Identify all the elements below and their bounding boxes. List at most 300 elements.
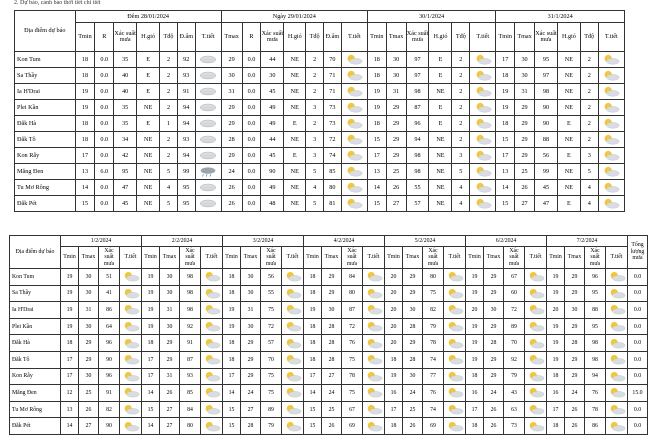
weather-cell [120,335,142,352]
day-header: 3/2/2024 [223,236,304,247]
partly-cloudy-icon [284,288,302,299]
weather-cell [606,385,628,402]
value-cell: 18 [75,116,95,132]
value-cell: 41 [99,285,120,302]
value-cell: NE [284,180,306,196]
weather-cell [341,164,367,180]
weather-cell [606,335,628,352]
day-header: 7/2/2024 [547,236,628,247]
value-cell: NE [137,164,160,180]
partly-cloudy-icon [527,387,545,398]
weather-cell [606,285,628,302]
value-cell: 49 [261,180,284,196]
value-cell: 18 [61,335,79,352]
value-cell: 26 [221,180,242,196]
value-cell: 42 [114,148,137,164]
partly-cloudy-icon [122,387,140,398]
value-cell: 29 [386,116,406,132]
value-cell: 29 [79,335,99,352]
weather-cell [201,318,223,335]
column-header: Tđộ [306,23,324,52]
value-cell: 29 [484,368,504,385]
partly-cloudy-icon [344,86,364,97]
value-cell: 84 [180,401,201,418]
value-cell: 0.0 [95,180,114,196]
value-cell: NE [557,164,580,180]
value-cell: 15 [142,401,160,418]
value-cell: 29 [160,335,180,352]
weather-cell [606,368,628,385]
value-cell: 29 [386,100,406,116]
column-header: Tmax [515,23,535,52]
partly-cloudy-icon [365,321,383,332]
weather-cell [598,148,624,164]
location-name: Ia H'Drai [15,84,76,100]
value-cell: 3 [306,132,324,148]
weather-cell [120,318,142,335]
partly-cloudy-icon [527,421,545,432]
partly-cloudy-icon [365,354,383,365]
weather-cell [282,302,304,319]
value-cell: 78 [585,401,606,418]
value-cell: 98 [406,84,429,100]
value-cell: 93 [180,368,201,385]
value-cell: 19 [367,84,386,100]
location-name: Măng Đen [10,385,61,402]
value-cell: 60 [504,285,525,302]
value-cell: 29 [221,100,242,116]
value-cell: 3 [452,148,470,164]
value-cell: 17 [496,52,515,68]
value-cell: 30 [484,302,504,319]
value-cell: 18 [304,269,322,286]
value-cell: 1 [160,116,178,132]
value-cell: 29 [403,269,423,286]
weather-cell [606,351,628,368]
partly-cloudy-icon [608,321,626,332]
weather-cell [598,180,624,196]
value-cell: 18 [496,68,515,84]
value-cell: 17 [142,351,160,368]
value-cell: 17 [367,148,386,164]
value-cell: 18 [385,418,403,435]
value-cell: 98 [534,84,557,100]
weather-cell [444,269,466,286]
weather-cell [341,84,367,100]
value-cell: 2 [580,116,598,132]
value-cell: 15 [304,401,322,418]
weather-cell [363,368,385,385]
value-cell: 73 [324,100,342,116]
value-cell: 25 [322,401,342,418]
value-cell: 26 [565,418,585,435]
partly-cloudy-icon [203,338,221,349]
value-cell: 75 [261,385,282,402]
value-cell: 5 [306,164,324,180]
partly-cloudy-icon [284,387,302,398]
value-cell: 92 [177,52,195,68]
value-cell: 2 [580,100,598,116]
value-cell: 0.0 [242,180,261,196]
value-cell: 15 [223,418,241,435]
weather-cell [341,68,367,84]
value-cell: 14 [75,180,95,196]
value-cell: 26 [386,180,406,196]
value-cell: 0.0 [95,196,114,212]
value-cell: 71 [324,68,342,84]
partly-cloudy-icon [365,288,383,299]
weather-cell [525,401,547,418]
partly-cloudy-icon [601,54,621,65]
value-cell: 79 [423,318,444,335]
weather-cell [525,418,547,435]
weather-cell [470,116,496,132]
value-cell: 80 [324,180,342,196]
partly-cloudy-icon [446,271,464,282]
value-cell: E [429,68,452,84]
partly-cloudy-icon [365,404,383,415]
value-cell: NE [557,132,580,148]
value-cell: 30 [79,269,99,286]
location-name: Kon Rẫy [10,368,61,385]
value-cell: 88 [534,132,557,148]
value-cell: 90 [99,351,120,368]
value-cell: 18 [367,68,386,84]
value-cell: 29 [515,116,535,132]
partly-cloudy-icon [203,304,221,315]
value-cell: 45 [261,84,284,100]
weather-cell [120,368,142,385]
weather-cell [470,100,496,116]
weather-cell [525,351,547,368]
value-cell: 75 [261,302,282,319]
column-header: Tmax [322,247,342,269]
value-cell: NE [429,132,452,148]
value-cell: 75 [423,285,444,302]
value-cell: NE [557,84,580,100]
value-cell: 13 [61,401,79,418]
partly-cloudy-icon [473,134,493,145]
value-cell: 30 [386,52,406,68]
value-cell: 26 [221,196,242,212]
partly-cloudy-icon [473,166,493,177]
table-row [15,148,625,164]
cloudy-icon [198,70,218,81]
column-header: Xác suất mưa [261,23,284,52]
table-row [10,351,648,368]
value-cell: 0.0 [242,148,261,164]
partly-cloudy-icon [344,70,364,81]
column-header: Tđộ [580,23,598,52]
value-cell: NE [429,148,452,164]
location-name: Kon Tum [10,269,61,286]
value-cell: 30 [403,302,423,319]
partly-cloudy-icon [344,118,364,129]
value-cell: 20 [466,302,484,319]
weather-cell [120,302,142,319]
partly-cloudy-icon [473,70,493,81]
value-cell: 18 [547,418,565,435]
value-cell: 31 [160,368,180,385]
column-header: Tmin [304,247,322,269]
value-cell: 30 [403,368,423,385]
partly-cloudy-icon [446,354,464,365]
value-cell: 18 [75,132,95,148]
value-cell: 19 [466,269,484,286]
value-cell: 80 [180,418,201,435]
value-cell: NE [557,52,580,68]
total-rain-cell: 0.0 [628,269,648,286]
value-cell: 19 [142,302,160,319]
weather-cell [195,116,221,132]
total-rain-cell: 0.0 [628,318,648,335]
value-cell: 27 [241,401,261,418]
partly-cloudy-icon [203,404,221,415]
value-cell: 25 [79,385,99,402]
value-cell: 73 [324,116,342,132]
weather-cell [282,269,304,286]
partly-cloudy-icon [446,387,464,398]
value-cell: 29 [386,132,406,148]
value-cell: 35 [114,116,137,132]
value-cell: 2 [452,116,470,132]
value-cell: NE [284,84,306,100]
weather-cell [195,100,221,116]
value-cell: 78 [423,335,444,352]
rain-icon [198,166,218,177]
value-cell: 29 [484,351,504,368]
weather-cell [363,351,385,368]
partly-cloudy-icon [122,404,140,415]
value-cell: 14 [142,418,160,435]
value-cell: 86 [585,418,606,435]
value-cell: 17 [142,368,160,385]
weather-cell [120,351,142,368]
value-cell: 30 [261,68,284,84]
weather-cell [470,52,496,68]
value-cell: 76 [342,335,363,352]
value-cell: 29 [565,318,585,335]
value-cell: 92 [180,318,201,335]
value-cell: 95 [585,285,606,302]
partly-cloudy-icon [344,198,364,209]
column-header: Tmax [241,247,261,269]
weather-cell [470,68,496,84]
value-cell: 18 [367,52,386,68]
value-cell: 57 [261,335,282,352]
value-cell: 28 [322,335,342,352]
section-heading: 2. Dự báo, cảnh báo thời tiết chi tiết [14,0,101,6]
location-header: Địa điểm dự báo [15,11,76,52]
location-name: Đăk Tô [10,351,61,368]
weather-cell [282,335,304,352]
weather-cell [282,418,304,435]
value-cell: 27 [160,401,180,418]
value-cell: E [284,116,306,132]
value-cell: E [137,52,160,68]
weather-cell [598,52,624,68]
partly-cloudy-icon [122,371,140,382]
partly-cloudy-icon [608,304,626,315]
value-cell: 18 [466,368,484,385]
value-cell: 4 [580,180,598,196]
value-cell: 0.0 [95,52,114,68]
value-cell: 95 [177,180,195,196]
value-cell: 82 [99,401,120,418]
value-cell: 31 [160,302,180,319]
column-header: Đ.ẩm [324,23,342,52]
value-cell: 4 [580,196,598,212]
value-cell: 89 [504,318,525,335]
value-cell: 19 [466,285,484,302]
value-cell: 99 [534,164,557,180]
value-cell: 5 [452,164,470,180]
table-row [10,318,648,335]
column-header: Tmin [496,23,515,52]
table-row [15,180,625,196]
value-cell: 0.0 [242,100,261,116]
value-cell: NE [429,180,452,196]
value-cell: 5 [160,164,178,180]
weather-cell [444,351,466,368]
table-row [15,84,625,100]
value-cell: 25 [515,164,535,180]
value-cell: 72 [342,318,363,335]
value-cell: 81 [324,196,342,212]
table-row [10,385,648,402]
value-cell: 2 [452,52,470,68]
value-cell: 14 [367,180,386,196]
weather-cell [444,401,466,418]
value-cell: 18 [223,269,241,286]
value-cell: 98 [585,351,606,368]
value-cell: 0.0 [242,116,261,132]
partly-cloudy-icon [608,387,626,398]
value-cell: 18 [304,335,322,352]
value-cell: 29 [221,116,242,132]
weather-cell [363,269,385,286]
value-cell: 16 [547,385,565,402]
weather-cell [363,302,385,319]
value-cell: 19 [385,368,403,385]
weather-cell [195,84,221,100]
value-cell: 47 [534,196,557,212]
value-cell: 2 [306,84,324,100]
value-cell: 19 [304,302,322,319]
partly-cloudy-icon [365,304,383,315]
weather-cell [606,269,628,286]
value-cell: 17 [75,148,95,164]
value-cell: 19 [466,318,484,335]
value-cell: 4 [452,180,470,196]
weather-cell [525,385,547,402]
partly-cloudy-icon [473,198,493,209]
column-header: Tmax [386,23,406,52]
weather-cell [470,180,496,196]
value-cell: 47 [114,180,137,196]
value-cell: 29 [322,269,342,286]
value-cell: 27 [160,418,180,435]
weather-cell [470,132,496,148]
value-cell: 2 [160,148,178,164]
value-cell: 19 [75,84,95,100]
value-cell: E [284,148,306,164]
table-row [15,68,625,84]
value-cell: 90 [261,164,284,180]
partly-cloudy-icon [344,102,364,113]
value-cell: 45 [534,180,557,196]
value-cell: 30 [221,68,242,84]
value-cell: 94 [406,132,429,148]
column-header: H.gió [429,23,452,52]
value-cell: 29 [484,318,504,335]
value-cell: 0.0 [95,116,114,132]
weather-cell [606,318,628,335]
partly-cloudy-icon [122,354,140,365]
column-header: T.tiết [525,247,547,269]
weather-cell [282,385,304,402]
value-cell: 29 [386,148,406,164]
value-cell: 2 [306,116,324,132]
partly-cloudy-icon [608,338,626,349]
value-cell: 17 [466,401,484,418]
weather-cell [201,418,223,435]
value-cell: 2 [306,52,324,68]
cloudy-icon [198,102,218,113]
value-cell: NE [284,100,306,116]
value-cell: 24 [241,385,261,402]
value-cell: 31 [241,302,261,319]
value-cell: NE [284,164,306,180]
partly-cloudy-icon [601,166,621,177]
value-cell: 75 [261,368,282,385]
partly-cloudy-icon [473,54,493,65]
partly-cloudy-icon [344,134,364,145]
value-cell: 87 [342,302,363,319]
value-cell: 97 [406,52,429,68]
value-cell: 73 [504,418,525,435]
partly-cloudy-icon [601,198,621,209]
value-cell: 30 [515,52,535,68]
weather-cell [282,401,304,418]
weather-cell [201,401,223,418]
weather-cell [195,52,221,68]
column-header: T.tiết [606,247,628,269]
value-cell: 94 [585,368,606,385]
partly-cloudy-icon [284,421,302,432]
value-cell: 70 [261,351,282,368]
weather-cell [201,351,223,368]
weather-cell [341,52,367,68]
value-cell: 0.0 [95,132,114,148]
weather-cell [363,285,385,302]
value-cell: 20 [385,302,403,319]
partly-cloudy-icon [601,150,621,161]
column-header: Xác suất mưa [114,23,137,52]
table-row [10,269,648,286]
weather-cell [282,285,304,302]
weather-cell [363,318,385,335]
value-cell: 88 [585,302,606,319]
column-header: T.tiết [470,23,496,52]
location-name: Kon Tum [15,52,76,68]
value-cell: NE [137,148,160,164]
value-cell: 13 [367,164,386,180]
value-cell: NE [137,132,160,148]
value-cell: 29 [515,132,535,148]
value-cell: 24 [221,164,242,180]
value-cell: 18 [75,68,95,84]
